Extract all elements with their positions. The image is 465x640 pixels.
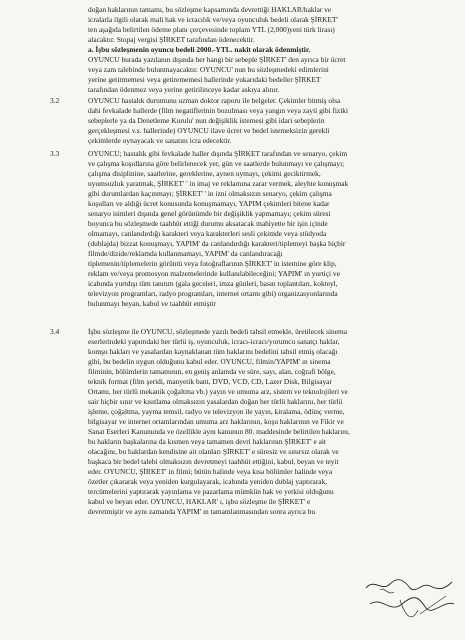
text-line: koşulları ve aldığı ücret konusunda konuşmamayı, YAPIM çekimleri bitene kadar xyxy=(88,199,330,208)
text-line: komşu hakları ve yasalardan kaynaklanan tüm haklarını bedelini tahsil etmiş olacağı xyxy=(88,347,338,356)
text-line: bulunmayı beyan, kabul ve taahhüt etmiştir xyxy=(88,299,217,308)
text-line: dahi fevkalade hallerde (film negatiflerinin bozulması veya yangın veya zayii gibi fiziki xyxy=(88,106,349,115)
text-line: tercümelerini yaptırarak yayınlama ve pazarlama mümkün hak ve yetkisi olduğunu xyxy=(88,487,334,496)
text-line: OYUNCU hastalık durumunu uzman doktor raporu ile belgeler. Çekimler bitmiş olsa xyxy=(88,96,341,105)
text-line: başkaca bir bedel talebi olmaksızın devretmeyi taahhüt ettiğini, kabul, beyan ve teyit xyxy=(88,457,339,466)
text-line: teknik format (film şeridi, manyetik bant, DVD, VCD, CD, Lazer Disk, Bilgisayar xyxy=(88,377,332,386)
text-line: eder. OYUNCU, ŞİRKET' in filmi; bütün halinde veya kısa bölümler halinde veya xyxy=(88,467,333,476)
text-line: icralarla ilgili olarak mali hak ve icracılık ve/veya oyunculuk bedeli olarak ŞİRKET' xyxy=(88,15,338,24)
text-line: çalışma disiplinine, saatlerine, gereklerine, aynen uymayı, çekimi geciktirmek, xyxy=(88,169,321,178)
text-line: bilgisayar ve internet ortamlarından umuma arz haklarının, koşu haklarının ve Fikir ve xyxy=(88,417,344,426)
text-line: veya zam talebinde bulunmayacaktır. OYUNCU' nun bu sözleşmedeki edimlerini xyxy=(88,65,329,74)
payment-clause-line: a. İşbu sözleşmenin oyuncu bedeli 2000.-YTL. nakit olarak ödenmiştir. xyxy=(88,45,311,54)
text-line: olmamayı, canlandırdığı karakteri veya karakterleri sesli çekimde veya stüdyoda xyxy=(88,229,327,238)
text-line: İşbu sözleşme ile OYUNCU, sözleşmede yazılı bedeli tahsil etmekle, üretilecek sinema xyxy=(88,327,348,336)
section-number: 3.2 xyxy=(50,96,60,105)
text-line: bu hakların başkalarına da kısmen veya tamamen devri haklarının ŞİRKET' e ait xyxy=(88,437,326,446)
text-line: (dublajda) bizzat konuşmayı, YAPIM' da canlandırdığı karakteri/tiplemeyi başka hiçbir xyxy=(88,239,346,248)
text-line: icabında yurtdışı tüm tanıtım (gala geceleri, imza günleri, basın toplantıları, kokteyl, xyxy=(88,279,338,288)
text-line: televizyon programları, radyo programları, internet ortamı gibi) organizasyonlarında xyxy=(88,289,338,298)
text-line: eserlerindeki yapımdaki her türlü iş, oyunculuk, icracı-icracı/yorumcu sanatçı haklar, xyxy=(88,337,340,346)
text-line: alacaktır. Stopaj vergisi ŞİRKET tarafından ödenecektir. xyxy=(88,35,255,44)
text-line: doğan haklarının tamamı, bu sözleşme kapsamında devrettiği HAKLAR/haklar ve xyxy=(88,5,332,14)
text-line: filminin, bölümlerin tamamının, en geniş anlamda ve süre, sayı, alan, coğrafi bölge, xyxy=(88,367,336,376)
text-line: ve çalışma koşullarına göre belirlenecek yer, gün ve saatlerde bulunmayı ve çalışmayı; xyxy=(88,159,345,168)
text-line: senaryo isimleri dışında genel görünümde bir değişiklik yapmamayı; çekim süresi xyxy=(88,209,331,218)
section-number: 3.4 xyxy=(50,327,60,336)
text-line: özetler çıkararak veya yeniden kurgulayarak, icabında yeniden dublaj yaptırarak, xyxy=(88,477,328,486)
text-line: tiplemenin/tiplemelerin görüntü veya fotoğraflarının ŞİRKET' in istemine göre klip, xyxy=(88,259,337,268)
text-line: işleme, çoğaltma, yayma temsil, radyo ve televizyon ile yayın, kiralama, ödünç verme, xyxy=(88,407,345,416)
text-line: sebeplerle ya da Denetleme Kurulu' nun değişiklik istemesi gibi idari sebeplerin xyxy=(88,116,325,125)
section-number: 3.3 xyxy=(50,149,60,158)
handwritten-signature xyxy=(360,574,460,634)
text-line: tarafından ödenmez veya yerine getirilinceye kadar askıya alınır. xyxy=(88,85,280,94)
text-line: ten aşağıda belirtilen ödeme planı çerçevesinde toplam YTL (2,000)yeni türk lirası) xyxy=(88,25,335,34)
text-line: boyunca bu sözleşmede taahhüt ettiği durumu aksatacak mahiyette bir işin içinde xyxy=(88,219,328,228)
text-line: sair hiçbir sınır ve kısıtlama olmaksızın yasalardan doğan her türlü haklarını, her türlü xyxy=(88,397,343,406)
text-line: gibi, bu bedelin uygun olduğunu kabul eder. OYUNCU, filmin/YAPIM' ın sinema xyxy=(88,357,331,366)
text-line: Ortamı, her türlü mekanik çoğaltma vb.) yayın ve umuma arz, sistem ve teknolojileri ve xyxy=(88,387,348,396)
text-line: gerçekleşmesi v.s. hallerinde) OYUNCU ilave ücret ve bedel istemeksizin gerekli xyxy=(88,126,330,135)
text-line: devretmiştir ve aynı zamanda YAPIM' ın tamamlanmasından sonra ayrıca bu xyxy=(88,507,316,516)
text-line: gibi durumlardan kaçınmayı; ŞİRKET' ' in izni olmaksızın senaryo, çekim çalışma xyxy=(88,189,332,198)
text-line: olacağını, bu haklardan kendisine ait olanları ŞİRKET' e süresiz ve sınırsız olarak ve xyxy=(88,447,339,456)
text-line: yerine getirmemesi veya getirememesi hallerinde yukarıdaki bedeller ŞİRKET xyxy=(88,75,321,84)
text-line: kabul ve beyan eder. OYUNCU, HAKLAR' ı, işbu sözleşme ile ŞİRKET' e xyxy=(88,497,311,506)
text-line: Sanat Eserleri Kanununda ve özellikle aynı kanunun 80. maddesinde belirtilen haklarını, xyxy=(88,427,350,436)
text-line: çekimlerde oynayacak ve sanatını icra edecektir. xyxy=(88,136,232,145)
text-line: uyumsuzluk yaratmak, ŞİRKET' ' in imaj ve reklamına zarar vermek, aleyhte konuşmak xyxy=(88,179,349,188)
text-line: filmde/dizide/reklamda kullanmamayı, YAPIM' da canlandıracağı xyxy=(88,249,283,258)
text-line: OYUNCU burada yazılanın dışında her hangi bir sebeple ŞİRKET' den ayrıca bir ücret xyxy=(88,55,346,64)
text-line: OYUNCU; hastalık gibi fevkalade haller dışında ŞİRKET tarafından ve senaryo, çekim xyxy=(88,149,348,158)
text-line: reklam ve/veya promosyon malzemelerinde kullanılabileceğini; YAPIM' ın yurtiçi ve xyxy=(88,269,340,278)
